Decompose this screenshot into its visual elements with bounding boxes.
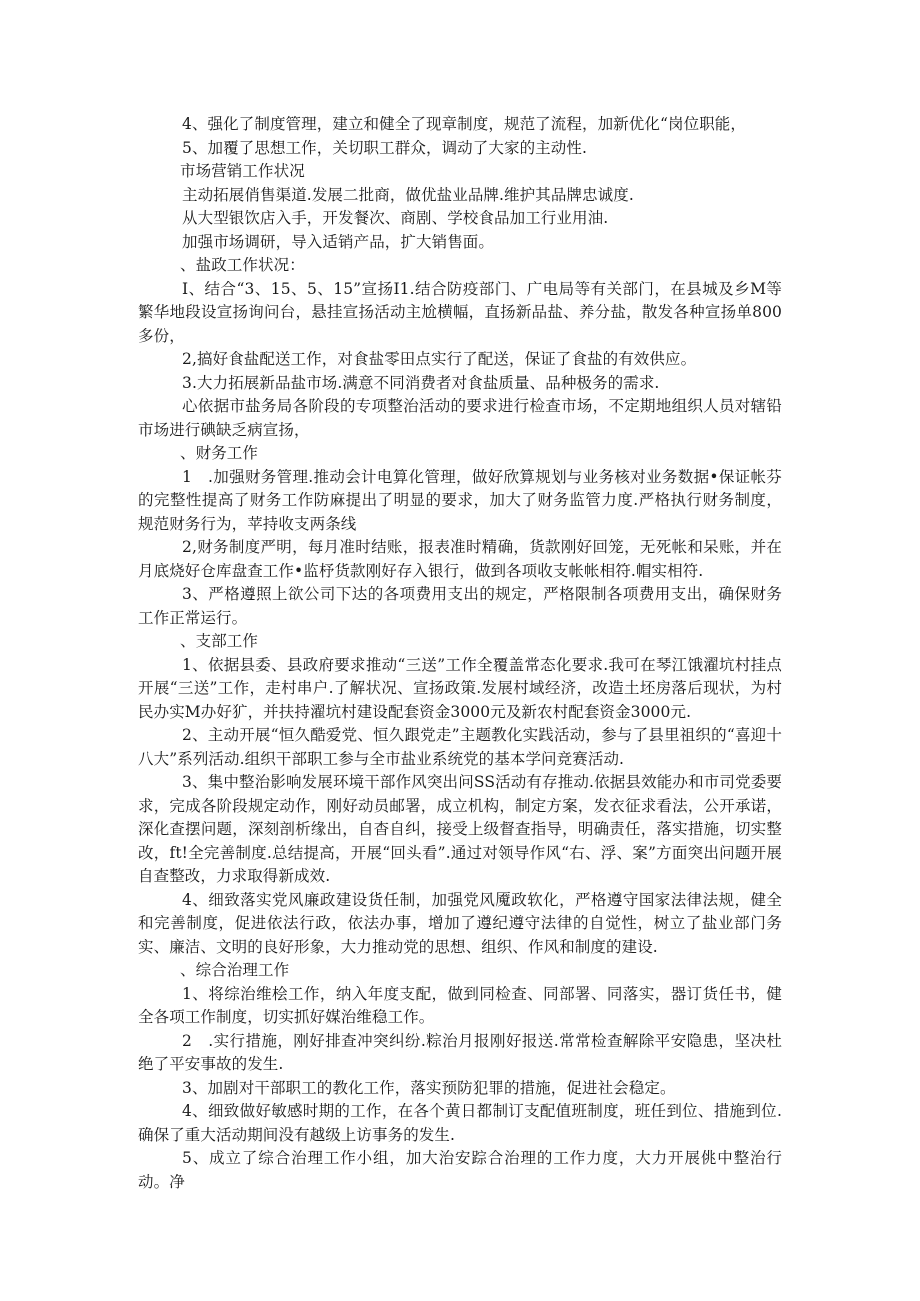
paragraph-finance-3: 3、严格遵照上欲公司下达的各项费用支出的规定，严格限制各项费用支出，确保财务工作正常运行。 — [138, 585, 782, 627]
paragraph-management-5: 5、加覆了思想工作，关切职工群众，调动了大家的主动性. — [182, 138, 587, 157]
paragraph-marketing-2: 从大型银饮店入手，开发餐次、商剧、学校食品加工行业用油. — [182, 209, 609, 227]
heading-marketing: 市场营销工作状况 — [180, 162, 305, 180]
paragraph-governance-4: 4、细致做好敏感时期的工作，在各个黄日都制订支配值班制度，班任到位、措施到位.确保了重大活动期间没有越级上访事务的发生. — [138, 1102, 782, 1144]
heading-comprehensive-governance: 、综合治理工作 — [180, 961, 290, 979]
paragraph-governance-2: 2 .实行措施，刚好排查冲突纠纷.粽治月报刚好报送.常常检查解除平安隐患，坚决杜绝了平安事故的发生. — [138, 1031, 782, 1073]
heading-salt-administration: 、盐政工作状况： — [180, 256, 305, 274]
heading-finance: 、财务工作 — [180, 444, 259, 462]
paragraph-governance-1: 1、将综治维桧工作，纳入年度支配，做到同检查、同部署、同落实，器订货任书，健全各项工作制度，切实抓好媒治维稳工作。 — [138, 984, 782, 1026]
paragraph-branch-1: 1、依据县委、县政府要求推动“三送”工作全覆盖常态化要求.我可在琴江饿濯坑村挂点开展“三送”工作，走村串户.了解状况、宣扬政策.发展村域经济，改造土坯房落后现状，为村民办实M办好犷，并扶持濯坑村建设配套资金3000元及新农村配套资金3000元. — [138, 655, 782, 721]
heading-party-branch: 、支部工作 — [180, 632, 259, 650]
paragraph-branch-4: 4、细致落实党风廉政建设货任制，加强党风魇政软化，严格遵守国家法律法规，健全和完善制度，促进依法行政，依法办事，增加了遵纪遵守法律的自觉性，树立了盐业部门务实、廉洁、文明的良好形象，大力推动党的思想、组织、作风和制度的建设. — [138, 890, 782, 956]
paragraph-branch-2: 2、主动开展“恒久酷爱党、恒久跟党走”主题教化实践活动，参与了县里祖织的“喜迎十八大”系列活动.组织干部职工参与全市盐业系统党的基本学问竞赛活动. — [138, 726, 782, 768]
paragraph-branch-3: 3、集中整治影响发展环境干部作风突出问SS活动有存推动.依据县效能办和市司党委要求，完成各阶段规定动作，刚好动员邮署，成立机构，制定方案，发衣征求看法，公开承诺，深化查摆问题，深刻剖析缘出，自杳自纠，接受上级督查指导，明确责任，落实措施，切实整改，ft!全完善制度.总结提高，开展“回头看”.通过对领导作风“右、浮、案”方面突出问题开展自查整改，力求取得新成效. — [138, 773, 782, 885]
paragraph-marketing-1: 主动拓展俏售渠道.发展二批商，做优盐业品牌.维护其品牌忠诚度. — [182, 185, 634, 204]
paragraph-governance-3: 3、加剧对干部职工的教化工作，落实预防犯罪的措施，促进社会稳定。 — [182, 1078, 676, 1097]
paragraph-finance-2: 2,财务制度严明，每月准时结账，报表准时精确，货款刚好回笼，无死帐和呆账，并在月底烧好仓库盘查工作•监杼货款刚好存入银行，做到各项收支帐帐相符.帽实相符. — [138, 538, 782, 580]
paragraph-salt-3: 3.大力拓展新品盐市场.满意不同消费者对食盐质量、品种极务的需求. — [182, 373, 660, 392]
paragraph-finance-1: 1 .加强财务管理.推动会计电算化管理，做好欣算规划与业务核对业务数据•保证帐芬的完整性提高了财务工作防麻提出了明显的要求，加大了财务监管力度.严格执行财务制度，规范财务行为，苹持收支两条线 — [138, 467, 782, 533]
paragraph-management-4: 4、强化了制度管理，建立和健全了现章制度，规范了流程，加新优化“岗位职能， — [182, 115, 746, 133]
paragraph-salt-2: 2,搞好食盐配送工作，对食盐零田点实行了配送，保证了食盐的有效供应。 — [182, 350, 697, 368]
paragraph-salt-1: I、结合“3、15、5、15”宣扬I1.结合防疫部门、广电局等有关部门，在县城及乡M等繁华地段设宣扬询问台，悬挂宣扬活动主尬横幅，直扬新品盐、养分盐，散发各种宣扬单800多份， — [138, 279, 782, 345]
paragraph-marketing-3: 加强市场调研，导入适销产品，扩大销售面。 — [182, 232, 495, 251]
paragraph-salt-4: 心依据市盐务局各阶段的专项整治活动的要求进行检查市场，不定期地组织人员对辖铅市场进行碘缺乏病宣扬， — [138, 397, 782, 439]
paragraph-governance-5: 5、成立了综合治理工作小组，加大治安踪合治理的工作力度，大力开展佻中整治行动。净 — [138, 1149, 782, 1191]
